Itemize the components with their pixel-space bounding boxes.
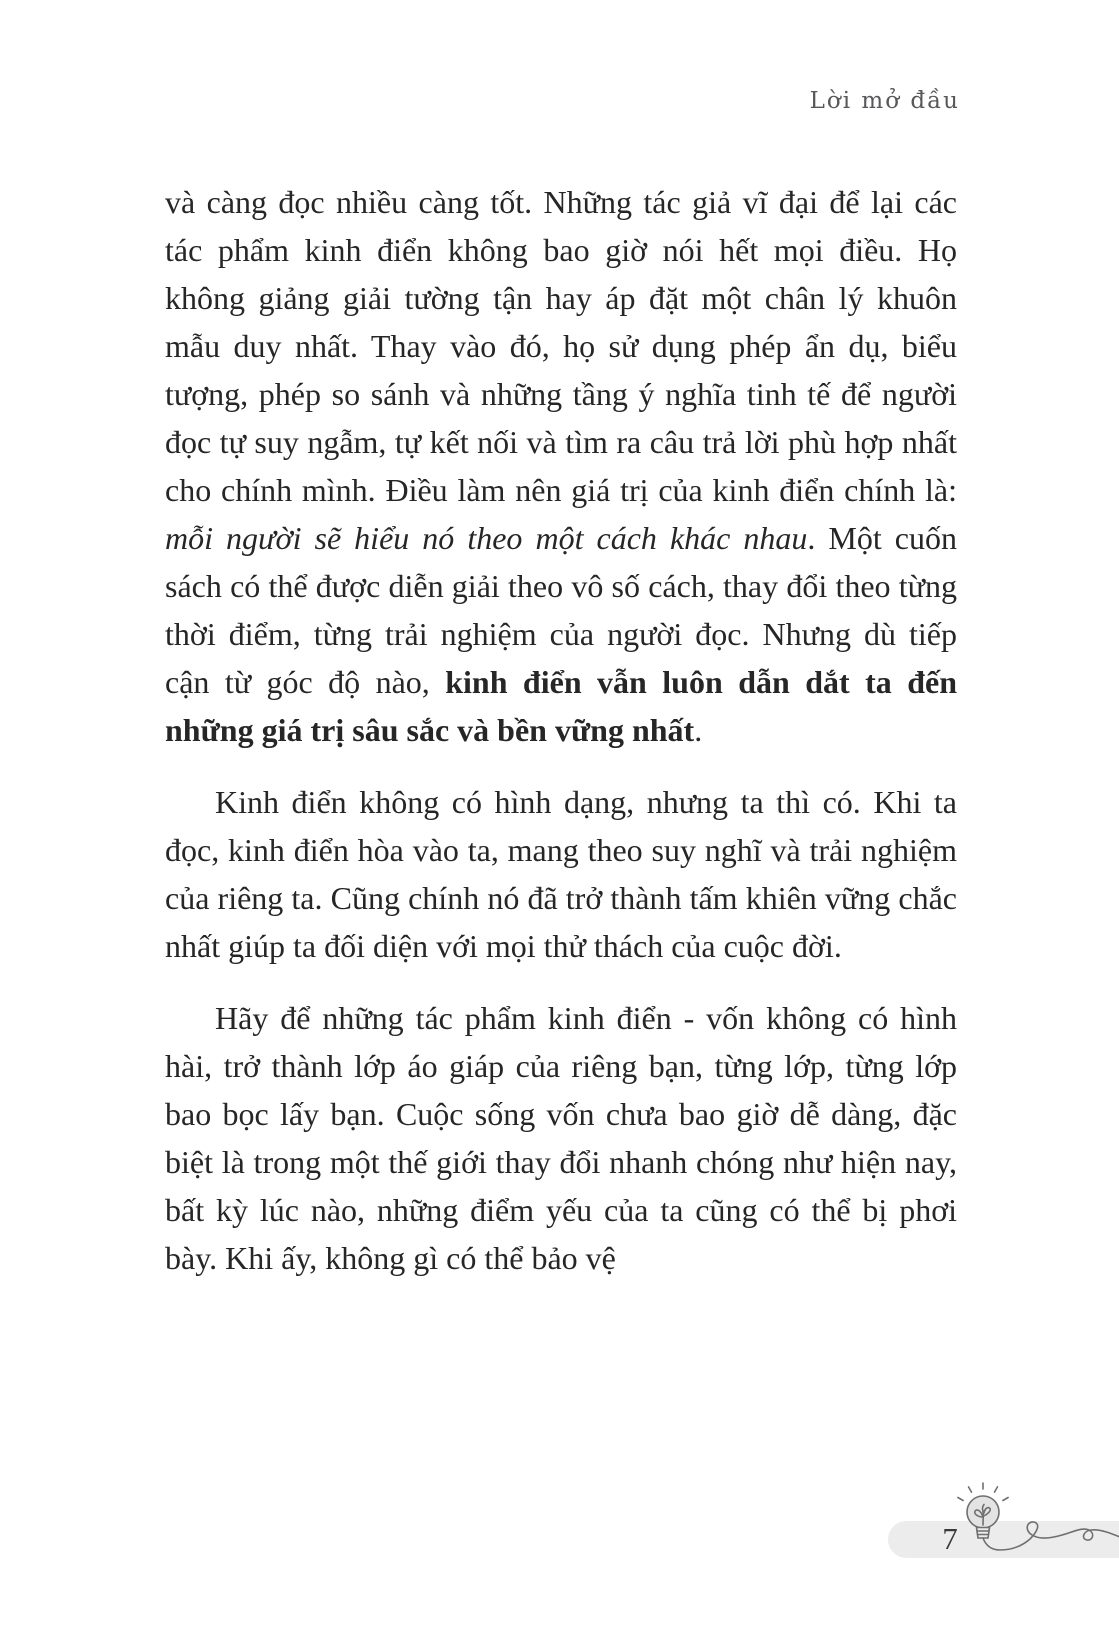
running-header: Lời mở đầu (809, 88, 960, 114)
lightbulb-base (977, 1528, 990, 1539)
squiggle-line (983, 1522, 1119, 1550)
lightbulb-icon (940, 1480, 1119, 1562)
body-text (165, 178, 957, 1306)
paragraph-1-text: và càng đọc nhiều càng tốt. Những tác giả vĩ đại để lại các tác phẩm kinh điển không bao giờ nói hết mọi điều. Họ không giảng giải tường tận hay áp đặt một chân lý khuôn mẫu duy nhất. Thay vào đó, họ sử dụng phép ẩn dụ, biểu tượng, phép so sánh và những tầng ý nghĩa tinh tế để người đọc tự suy ngẫm, tự kết nối và tìm ra câu trả lời phù hợp nhất cho chính mình. Điều làm nên giá trị của kinh điển chính là: (165, 184, 957, 508)
paragraph-1-italic-phrase: mỗi người sẽ hiểu nó theo một cách khác nhau (165, 520, 808, 556)
page-number: 7 (942, 1521, 958, 1556)
paragraph-1-text-3: . (694, 712, 703, 748)
paragraph-1-text-2: . Một cuốn sách có thể được diễn giải theo vô số cách, thay đổi theo từng thời điểm, từng trải nghiệm của người đọc. Nhưng dù tiếp cận từ góc độ nào, (165, 520, 958, 700)
paragraph-1 (165, 178, 957, 754)
paragraph-2: Kinh điển không có hình dạng, nhưng ta thì có. Khi ta đọc, kinh điển hòa vào ta, mang theo suy nghĩ và trải nghiệm của riêng ta. Cũng chính nó đã trở thành tấm khiên vững chắc nhất giúp ta đối diện với mọi thử thách của cuộc đời. (165, 784, 957, 964)
paragraph-1-bold-phrase: kinh điển vẫn luôn dẫn dắt ta đến những giá trị sâu sắc và bền vững nhất (165, 664, 958, 748)
paragraph-3: Hãy để những tác phẩm kinh điển - vốn không có hình hài, trở thành lớp áo giáp của riêng bạn, từng lớp, từng lớp bao bọc lấy bạn. Cuộc sống vốn chưa bao giờ dễ dàng, đặc biệt là trong một thế giới thay đổi nhanh chóng như hiện nay, bất kỳ lúc nào, những điểm yếu của ta cũng có thể bị phơi bày. Khi ấy, không gì có thể bảo vệ (165, 1000, 957, 1276)
